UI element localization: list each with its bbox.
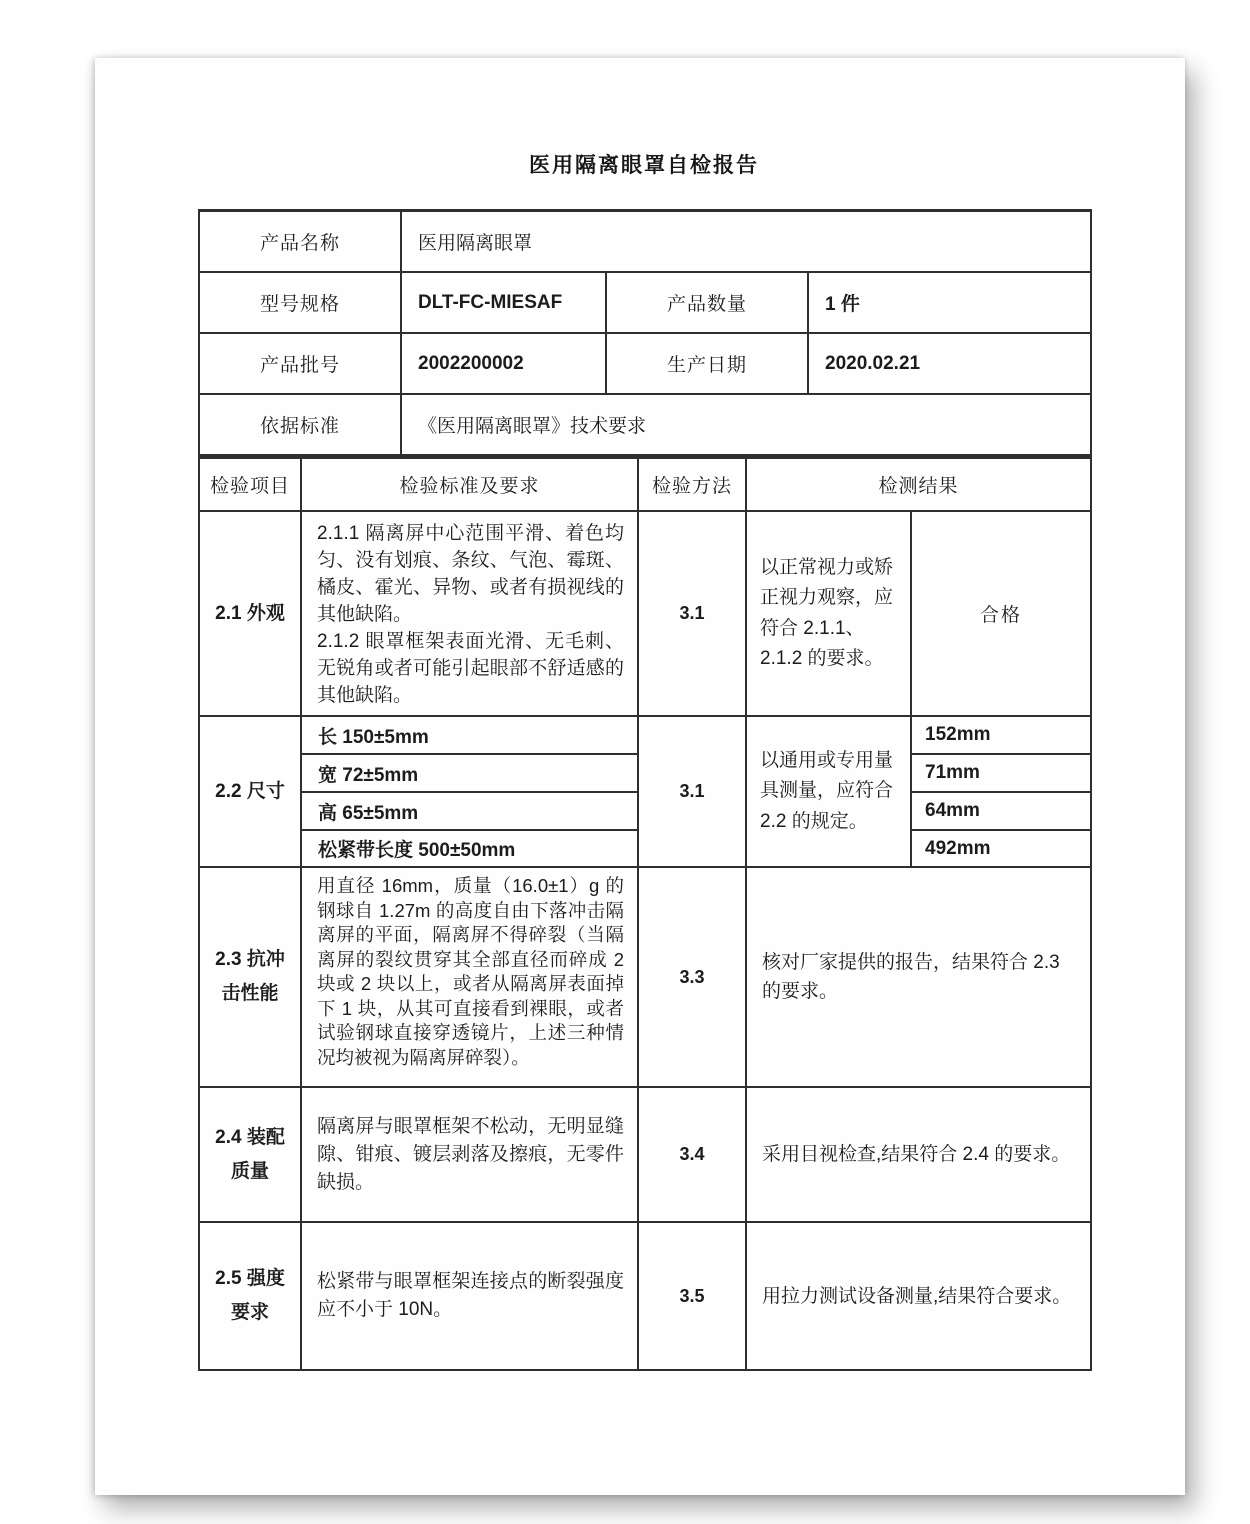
impact-row	[199, 867, 1091, 1087]
impact-standard: 用直径 16mm，质量（16.0±1）g 的钢球自 1.27m 的高度自由下落冲击隔离屏的平面，隔离屏不得碎裂（当隔离屏的裂纹贯穿其全部直径而碎成 2 块或 2 块以上，或者从隔离屏表面掉下 1 块，从其可直接看到裸眼，或者试验钢球直接穿透镜片，上述三种情况均被视为隔离屏碎裂）。	[301, 867, 638, 1087]
model-label: 型号规格	[199, 272, 401, 333]
batch-value: 2002200002	[401, 333, 606, 394]
dimension-spec: 长 150±5mm	[301, 716, 638, 754]
header-standard: 检验标准及要求	[301, 458, 638, 512]
dimensions-result-desc: 以通用或专用量具测量，应符合 2.2 的规定。	[746, 716, 911, 867]
model-value: DLT-FC-MIESAF	[401, 272, 606, 333]
document-page	[95, 58, 1185, 1495]
appearance-standard-2: 2.1.2 眼罩框架表面光滑、无毛刺、无锐角或者可能引起眼部不舒适感的其他缺陷。	[317, 631, 624, 706]
product-name-row	[199, 211, 1091, 273]
appearance-result-desc: 以正常视力或矫正视力观察，应符合 2.1.1、2.1.2 的要求。	[746, 511, 911, 716]
quantity-value: 1 件	[808, 272, 1091, 333]
appearance-item: 2.1 外观	[199, 511, 301, 716]
standard-row	[199, 394, 1091, 455]
date-label: 生产日期	[606, 333, 808, 394]
assembly-method: 3.4	[638, 1087, 746, 1222]
inspection-table	[198, 456, 1092, 1371]
standard-value: 《医用隔离眼罩》技术要求	[401, 394, 1091, 455]
product-name-value: 医用隔离眼罩	[401, 211, 1091, 273]
assembly-result: 采用目视检查,结果符合 2.4 的要求。	[746, 1087, 1091, 1222]
appearance-standard	[301, 511, 638, 716]
dimension-result: 64mm	[911, 792, 1091, 830]
header-item: 检验项目	[199, 458, 301, 512]
document-title: 医用隔离眼罩自检报告	[529, 154, 759, 177]
dimensions-row	[199, 716, 1091, 754]
impact-result: 核对厂家提供的报告，结果符合 2.3 的要求。	[746, 867, 1091, 1087]
date-value: 2020.02.21	[808, 333, 1091, 394]
strength-standard: 松紧带与眼罩框架连接点的断裂强度应不小于 10N。	[301, 1222, 638, 1370]
product-name-label: 产品名称	[199, 211, 401, 273]
dimension-spec: 高 65±5mm	[301, 792, 638, 830]
batch-label: 产品批号	[199, 333, 401, 394]
header-result: 检测结果	[746, 458, 1091, 512]
dimension-result: 71mm	[911, 754, 1091, 792]
strength-row	[199, 1222, 1091, 1370]
header-method: 检验方法	[638, 458, 746, 512]
dimensions-item: 2.2 尺寸	[199, 716, 301, 867]
strength-result: 用拉力测试设备测量,结果符合要求。	[746, 1222, 1091, 1370]
inspection-header-row	[199, 458, 1091, 512]
standard-label: 依据标准	[199, 394, 401, 455]
batch-date-row	[199, 333, 1091, 394]
assembly-item: 2.4 装配质量	[199, 1087, 301, 1222]
model-quantity-row	[199, 272, 1091, 333]
appearance-standard-1: 2.1.1 隔离屏中心范围平滑、着色均匀、没有划痕、条纹、气泡、霉斑、橘皮、霍光、异物、或者有损视线的其他缺陷。	[317, 523, 624, 625]
appearance-result: 合格	[911, 511, 1091, 716]
appearance-row	[199, 511, 1091, 716]
assembly-standard: 隔离屏与眼罩框架不松动，无明显缝隙、钳痕、镀层剥落及擦痕，无零件缺损。	[301, 1087, 638, 1222]
dimension-spec: 宽 72±5mm	[301, 754, 638, 792]
dimension-result: 152mm	[911, 716, 1091, 754]
impact-item: 2.3 抗冲击性能	[199, 867, 301, 1087]
dimension-spec: 松紧带长度 500±50mm	[301, 830, 638, 867]
impact-method: 3.3	[638, 867, 746, 1087]
quantity-label: 产品数量	[606, 272, 808, 333]
product-info-table	[198, 209, 1092, 456]
strength-item: 2.5 强度要求	[199, 1222, 301, 1370]
strength-method: 3.5	[638, 1222, 746, 1370]
appearance-method: 3.1	[638, 511, 746, 716]
assembly-row	[199, 1087, 1091, 1222]
dimension-result: 492mm	[911, 830, 1091, 867]
dimensions-method: 3.1	[638, 716, 746, 867]
